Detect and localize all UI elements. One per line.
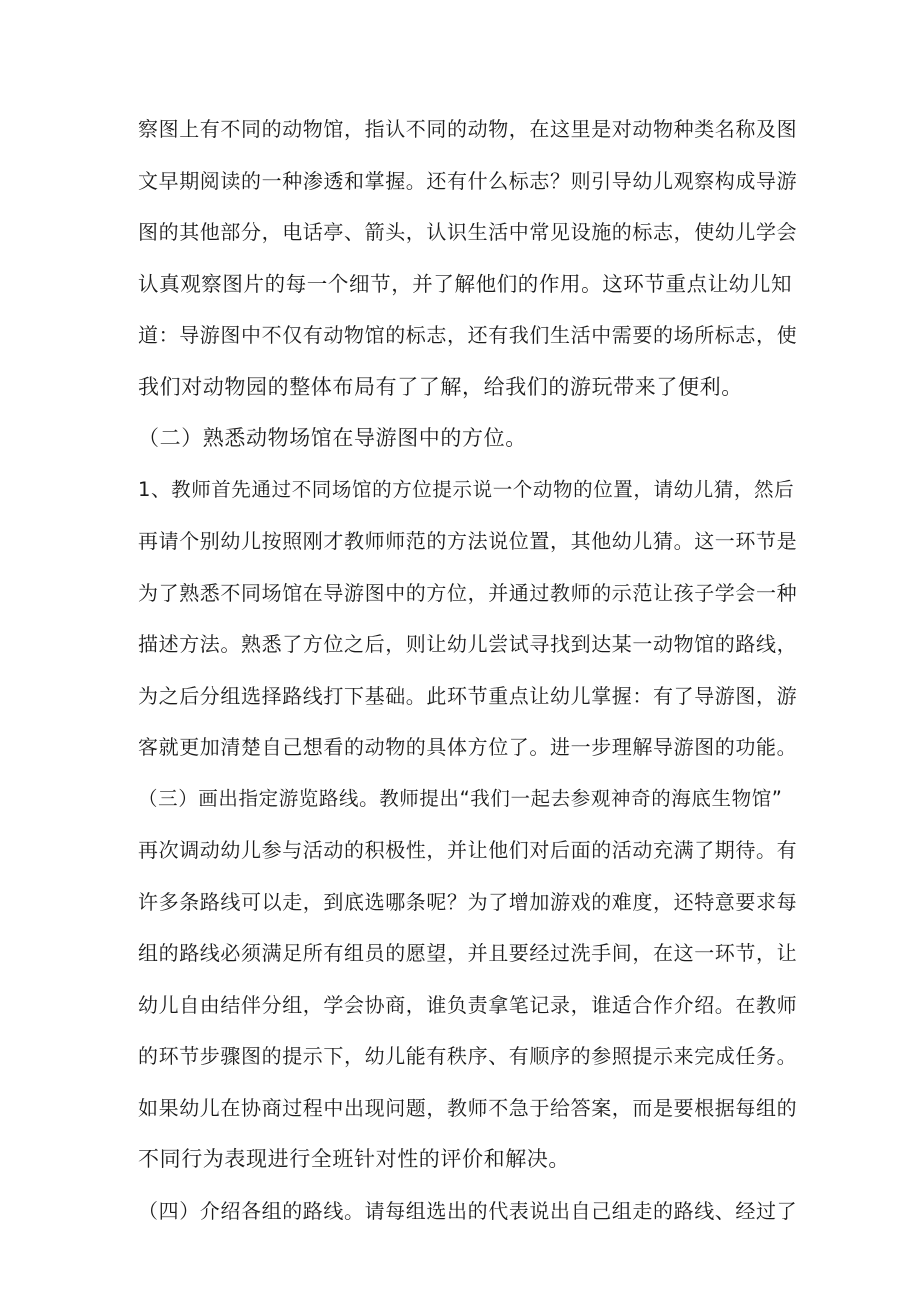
text-line: 如果幼儿在协商过程中出现问题，教师不急于给答案，而是要根据每组的 bbox=[138, 1096, 798, 1120]
text-line: 描述方法。熟悉了方位之后，则让幼儿尝试寻找到达某一动物馆的路线， bbox=[138, 632, 798, 656]
text-line: 组的路线必须满足所有组员的愿望，并且要经过洗手间，在这一环节，让 bbox=[138, 941, 798, 965]
text-line: 道：导游图中不仅有动物馆的标志，还有我们生活中需要的场所标志，使 bbox=[138, 323, 798, 347]
text-line: 文早期阅读的一种渗透和掌握。还有什么标志？则引导幼儿观察构成导游 bbox=[138, 169, 798, 193]
text-line: 为之后分组选择路线打下基础。此环节重点让幼儿掌握：有了导游图，游 bbox=[138, 684, 798, 708]
text-line: 许多条路线可以走，到底选哪条呢？为了增加游戏的难度，还特意要求每 bbox=[138, 890, 798, 914]
text-line: 再请个别幼儿按照刚才教师师范的方法说位置，其他幼儿猜。这一环节是 bbox=[138, 529, 798, 553]
section-heading: （三）画出指定游览路线。教师提出“我们一起去参观神奇的海底生物馆” bbox=[138, 787, 783, 810]
section-heading: （四）介绍各组的路线。请每组选出的代表说出自己组走的路线、经过了 bbox=[138, 1199, 798, 1223]
text-line: 客就更加清楚自己想看的动物的具体方位了。进一步理解导游图的功能。 bbox=[138, 735, 798, 759]
text-line: 我们对动物园的整体布局有了了解，给我们的游玩带来了便利。 bbox=[138, 375, 743, 399]
text-line: 为了熟悉不同场馆在导游图中的方位，并通过教师的示范让孩子学会一种 bbox=[138, 581, 798, 605]
text-line: 1、教师首先通过不同场馆的方位提示说一个动物的位置，请幼儿猜，然后 bbox=[138, 478, 795, 501]
section-heading: （二）熟悉动物场馆在导游图中的方位。 bbox=[138, 426, 527, 450]
text-line: 不同行为表现进行全班针对性的评价和解决。 bbox=[138, 1147, 570, 1171]
text-line: 再次调动幼儿参与活动的积极性，并让他们对后面的活动充满了期待。有 bbox=[138, 838, 798, 862]
text-line: 的环节步骤图的提示下，幼儿能有秩序、有顺序的参照提示来完成任务。 bbox=[138, 1044, 798, 1068]
text-line: 图的其他部分，电话亭、箭头，认识生活中常见设施的标志，使幼儿学会 bbox=[138, 220, 798, 244]
text-line: 察图上有不同的动物馆，指认不同的动物，在这里是对动物种类名称及图 bbox=[138, 117, 798, 141]
text-line: 认真观察图片的每一个细节，并了解他们的作用。这环节重点让幼儿知 bbox=[138, 272, 793, 296]
text-line: 幼儿自由结伴分组，学会协商，谁负责拿笔记录，谁适合作介绍。在教师 bbox=[138, 993, 798, 1017]
